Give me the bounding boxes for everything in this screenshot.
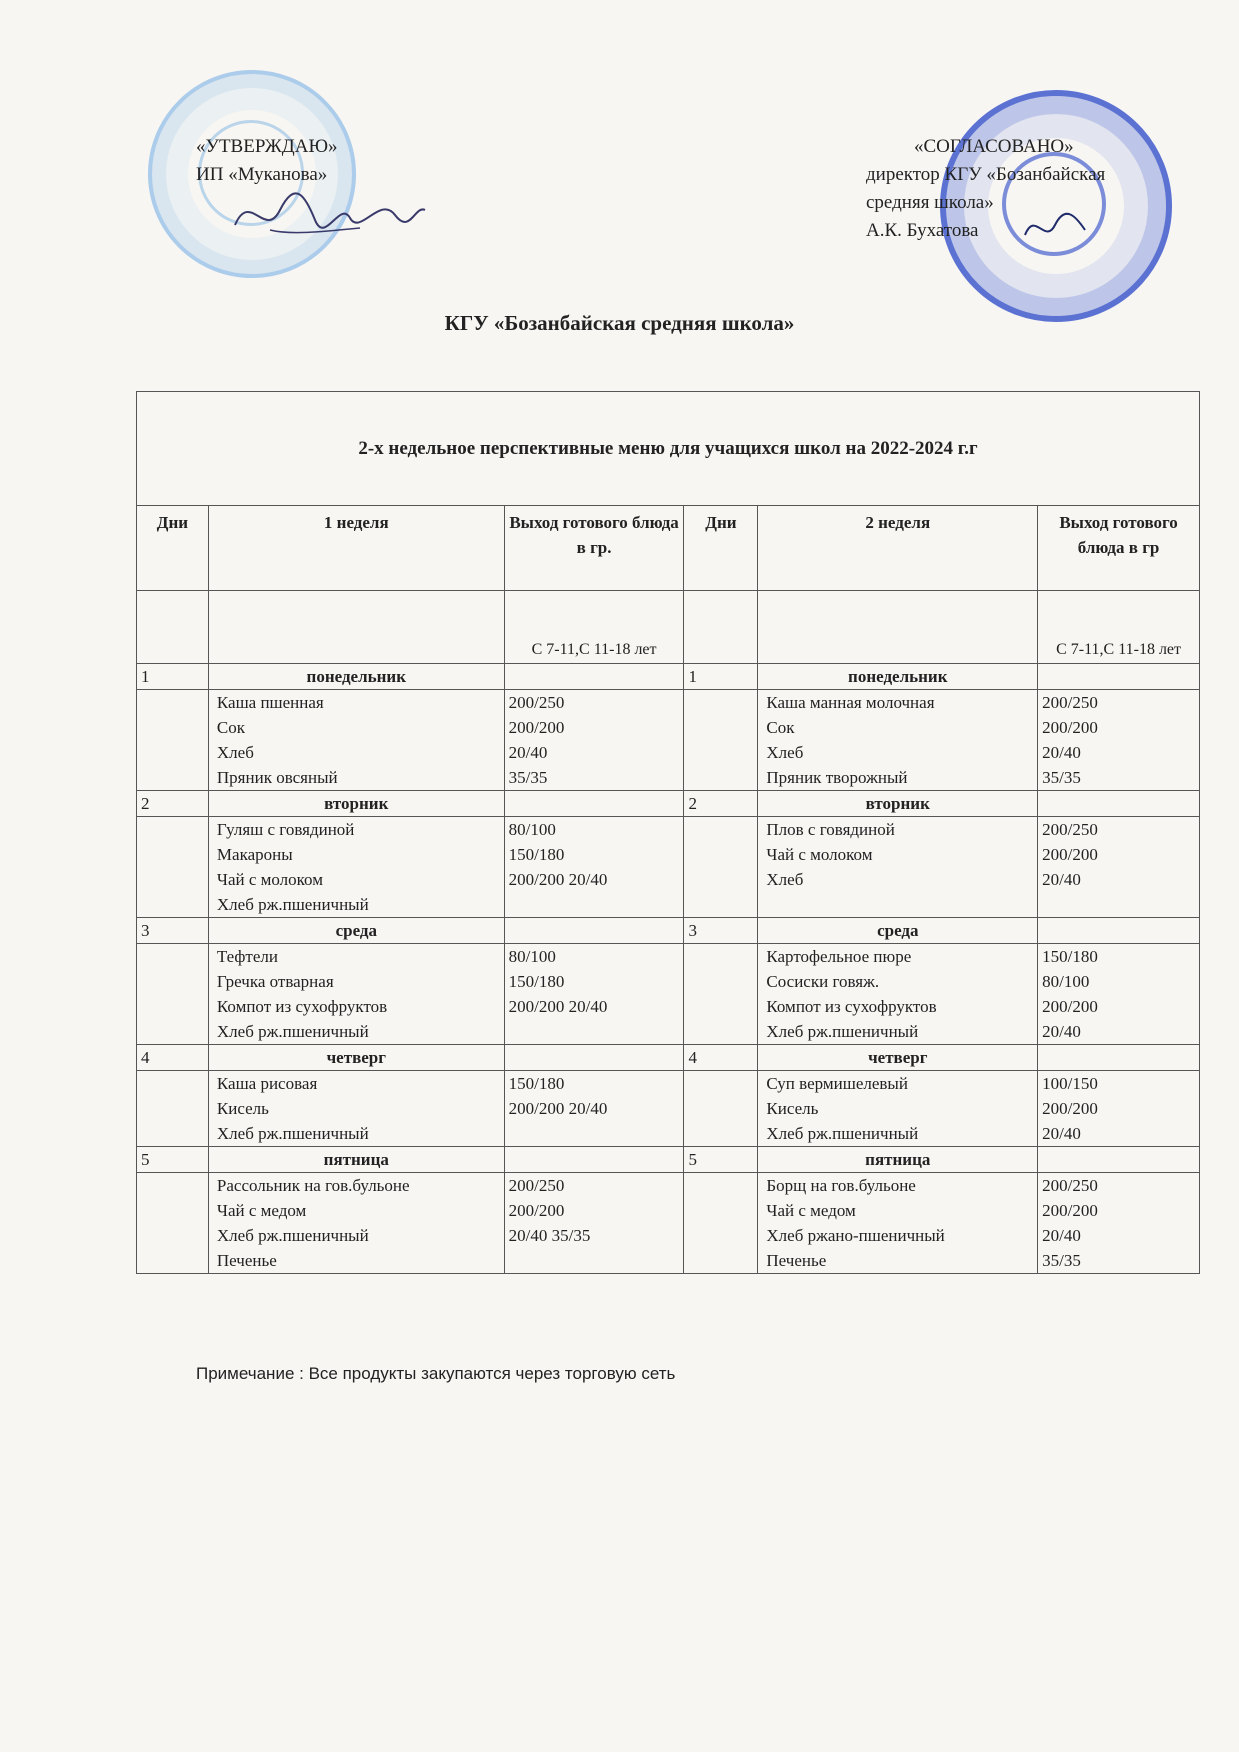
menu-item: 200/200 — [508, 718, 565, 737]
menu-item: Печенье — [766, 1251, 827, 1270]
day-number-1: 2 — [137, 791, 209, 817]
approval-right-line4: А.К. Бухатова — [866, 220, 979, 241]
menu-item: 150/180 — [508, 1074, 565, 1093]
menu-item: Печенье — [216, 1251, 277, 1270]
day-name-2: вторник — [758, 791, 1038, 817]
menu-item: 20/40 35/35 — [508, 1226, 591, 1245]
day-items-row — [137, 1173, 1200, 1274]
menu-item: Хлеб — [766, 870, 804, 889]
approval-left-line1: «УТВЕРЖДАЮ» — [196, 136, 338, 157]
day-header-row — [137, 664, 1200, 690]
menu-item: Пряник творожный — [766, 768, 908, 787]
day-name-1: вторник — [208, 791, 504, 817]
menu-item: Сок — [766, 718, 795, 737]
day-name-1: пятница — [208, 1147, 504, 1173]
menu-item: 150/180 — [1042, 947, 1098, 966]
day-number-2: 1 — [684, 664, 758, 690]
menu-item: 20/40 — [1042, 743, 1081, 762]
menu-item: Хлеб рж.пшеничный — [216, 1022, 369, 1041]
menu-item: Каша рисовая — [216, 1074, 318, 1093]
menu-item: Пряник овсяный — [216, 768, 338, 787]
menu-item: Кисель — [766, 1099, 819, 1118]
menu-item: Гуляш с говядиной — [216, 820, 355, 839]
menu-item: 100/150 — [1042, 1074, 1098, 1093]
menu-item: 200/200 20/40 — [508, 1099, 608, 1118]
menu-item: Сосиски говяж. — [766, 972, 880, 991]
school-title: КГУ «Бозанбайская средняя школа» — [444, 311, 795, 335]
day-number-1: 5 — [137, 1147, 209, 1173]
header-week-1: 1 неделя — [208, 506, 504, 591]
header-week-2: 2 неделя — [758, 506, 1038, 591]
day-name-1: понедельник — [208, 664, 504, 690]
day-name-2: четверг — [758, 1045, 1038, 1071]
day-number-1: 1 — [137, 664, 209, 690]
menu-item: Макароны — [216, 845, 293, 864]
day-items-row — [137, 690, 1200, 791]
approval-left-line2: ИП «Муканова» — [196, 164, 328, 185]
menu-item: Хлеб рж.пшеничный — [766, 1022, 919, 1041]
menu-item: 200/200 — [508, 1201, 565, 1220]
approval-right-line2: директор КГУ «Бозанбайская — [866, 164, 1106, 185]
menu-item: Компот из сухофруктов — [216, 997, 388, 1016]
menu-item: 200/200 — [1042, 1099, 1098, 1118]
menu-item: 35/35 — [1042, 768, 1081, 787]
menu-item: 200/250 — [508, 1176, 565, 1195]
menu-item: 200/250 — [1042, 820, 1098, 839]
age-groups-2: С 7-11,С 11-18 лет — [1038, 591, 1200, 664]
menu-item: 35/35 — [508, 768, 548, 787]
menu-item: Хлеб рж.пшеничный — [216, 1124, 369, 1143]
menu-item: 200/250 — [1042, 1176, 1098, 1195]
signature-right — [1020, 205, 1090, 255]
day-header-row — [137, 791, 1200, 817]
menu-item: 200/200 — [1042, 845, 1098, 864]
day-name-2: пятница — [758, 1147, 1038, 1173]
menu-item: Гречка отварная — [216, 972, 334, 991]
menu-table — [136, 391, 1200, 1274]
day-header-row — [137, 1147, 1200, 1173]
menu-item: Компот из сухофруктов — [766, 997, 937, 1016]
menu-item: 80/100 — [1042, 972, 1090, 991]
day-number-2: 4 — [684, 1045, 758, 1071]
day-name-2: среда — [758, 918, 1038, 944]
menu-item: Хлеб ржано-пшеничный — [766, 1226, 945, 1245]
menu-item: Чай с молоком — [216, 870, 323, 889]
note: Примечание : Все продукты закупаются через торговую сеть — [196, 1364, 676, 1383]
day-name-1: четверг — [208, 1045, 504, 1071]
menu-item: 20/40 — [1042, 870, 1081, 889]
menu-item: Кисель — [216, 1099, 269, 1118]
menu-item: Хлеб рж.пшеничный — [766, 1124, 919, 1143]
menu-item: 150/180 — [508, 972, 565, 991]
menu-item: Борщ на гов.бульоне — [766, 1176, 916, 1195]
age-groups-1: С 7-11,С 11-18 лет — [504, 591, 684, 664]
menu-item: Хлеб — [766, 743, 804, 762]
day-number-2: 5 — [684, 1147, 758, 1173]
menu-item: 35/35 — [1042, 1251, 1081, 1270]
menu-item: Хлеб рж.пшеничный — [216, 895, 369, 914]
menu-item: Чай с медом — [216, 1201, 307, 1220]
day-number-2: 3 — [684, 918, 758, 944]
menu-item: 200/200 — [1042, 718, 1098, 737]
day-number-1: 4 — [137, 1045, 209, 1071]
menu-item: 200/200 — [1042, 997, 1098, 1016]
menu-item: Хлеб — [216, 743, 254, 762]
menu-item: 20/40 — [1042, 1226, 1081, 1245]
menu-item: Плов с говядиной — [766, 820, 895, 839]
day-header-row — [137, 1045, 1200, 1071]
day-items-row — [137, 1071, 1200, 1147]
menu-item: Хлеб рж.пшеничный — [216, 1226, 369, 1245]
header-days-1: Дни — [137, 506, 209, 591]
menu-item: 200/200 — [1042, 1201, 1098, 1220]
menu-item: 80/100 — [508, 947, 556, 966]
menu-item: 200/200 20/40 — [508, 870, 608, 889]
menu-item: 200/250 — [1042, 693, 1098, 712]
table-title: 2-х недельное перспективные меню для учащихся школ на 2022-2024 г.г — [137, 392, 1200, 506]
header-yield-1: Выход готового блюда в гр. — [504, 506, 684, 591]
menu-item: Картофельное пюре — [766, 947, 912, 966]
menu-item: Чай с медом — [766, 1201, 856, 1220]
day-items-row — [137, 944, 1200, 1045]
day-items-row — [137, 817, 1200, 918]
day-name-1: среда — [208, 918, 504, 944]
day-number-1: 3 — [137, 918, 209, 944]
menu-item: 20/40 — [1042, 1022, 1081, 1041]
menu-item: Суп вермишелевый — [766, 1074, 908, 1093]
signature-left — [230, 180, 430, 250]
day-header-row — [137, 918, 1200, 944]
menu-item: 20/40 — [508, 743, 548, 762]
day-name-2: понедельник — [758, 664, 1038, 690]
menu-item: 150/180 — [508, 845, 565, 864]
menu-item: 80/100 — [508, 820, 556, 839]
menu-item: Рассольник на гов.бульоне — [216, 1176, 410, 1195]
header-yield-2: Выход готового блюда в гр — [1038, 506, 1200, 591]
menu-item: 200/250 — [508, 693, 565, 712]
header-days-2: Дни — [684, 506, 758, 591]
day-number-2: 2 — [684, 791, 758, 817]
menu-item: Тефтели — [216, 947, 278, 966]
menu-item: Чай с молоком — [766, 845, 873, 864]
approval-right-line1: «СОГЛАСОВАНО» — [914, 136, 1074, 157]
menu-item: Каша манная молочная — [766, 693, 935, 712]
menu-item: 200/200 20/40 — [508, 997, 608, 1016]
menu-item: Каша пшенная — [216, 693, 324, 712]
menu-item: 20/40 — [1042, 1124, 1081, 1143]
approval-right-line3: средняя школа» — [866, 192, 994, 213]
menu-item: Сок — [216, 718, 246, 737]
